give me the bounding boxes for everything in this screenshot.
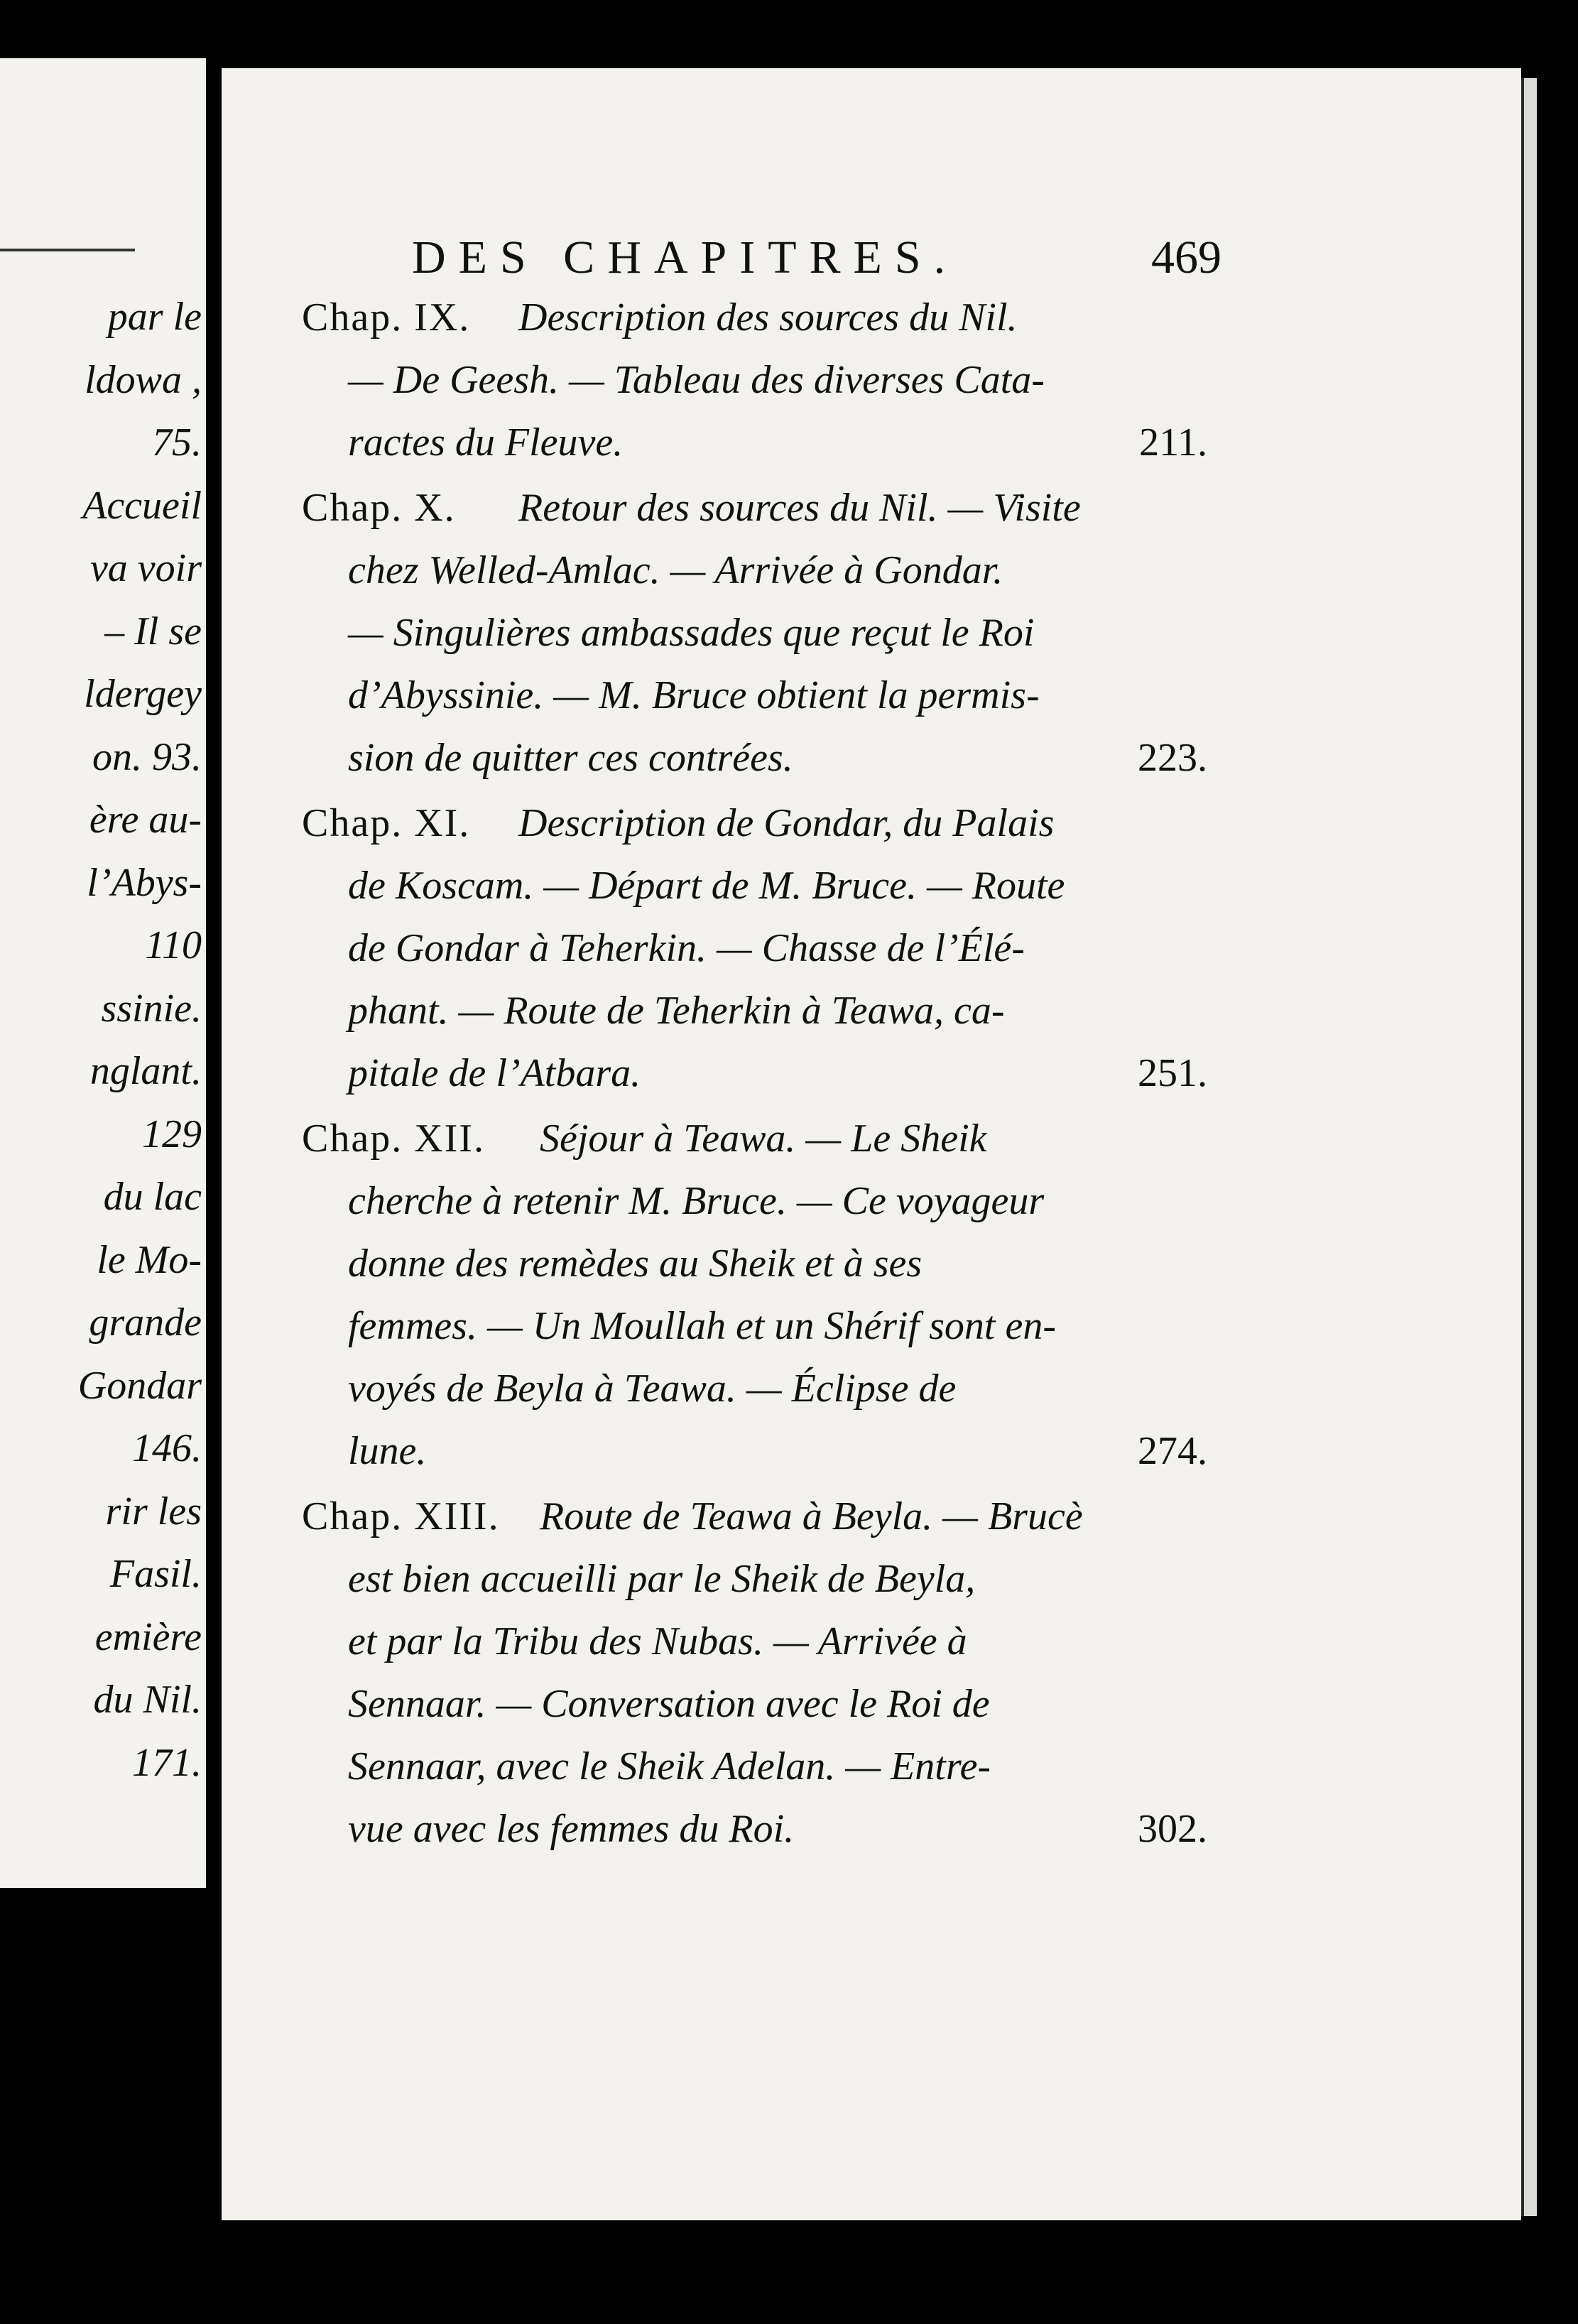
toc-line (0, 476, 1207, 540)
facing-page-line: Accueil (82, 483, 202, 528)
chapter-description-line: Séjour à Teawa. — Le Sheik (540, 1117, 987, 1161)
page-number: 469 (1151, 232, 1221, 283)
toc-line (0, 1547, 1207, 1611)
facing-page-line: on. 93. (92, 734, 202, 779)
toc-line (0, 1169, 1207, 1233)
facing-page-line: par le (107, 295, 202, 339)
chapter-page-number: 274. (1138, 1429, 1207, 1473)
running-head: DES CHAPITRES. (412, 232, 959, 283)
chapter-label: Chap. X. (302, 486, 456, 530)
facing-page-line: rir les (105, 1489, 202, 1533)
toc-line (0, 979, 1207, 1043)
chapter-description-line: Sennaar, avec le Sheik Adelan. — Entre- (348, 1744, 991, 1788)
chapter-page-number: 211. (1139, 420, 1207, 465)
chapter-description-line: voyés de Beyla à Teawa. — Éclipse de (348, 1367, 957, 1411)
toc-line (0, 1294, 1207, 1358)
toc-line (0, 1484, 1207, 1548)
chapter-description-line: Route de Teawa à Beyla. — Brucè (540, 1494, 1083, 1538)
toc-line (0, 1672, 1207, 1736)
chapter-description-line: ractes du Fleuve. (348, 420, 624, 465)
facing-page-line: emière (94, 1614, 202, 1659)
chapter-description-line: Description des sources du Nil. (518, 295, 1018, 340)
chapter-description-line: Retour des sources du Nil. — Visite (518, 486, 1081, 530)
facing-page-line: ssinie. (101, 986, 202, 1031)
chapter-description-line: cherche à retenir M. Bruce. — Ce voyageur (348, 1179, 1045, 1223)
chapter-description-line: sion de quitter ces contrées. (348, 736, 793, 780)
chapter-label: Chap. XIII. (302, 1494, 500, 1538)
chapter-label: Chap. XI. (302, 801, 471, 845)
chapter-description-line: Description de Gondar, du Palais (518, 801, 1055, 845)
page-edge (1521, 78, 1537, 2216)
facing-page-line: du Nil. (93, 1678, 202, 1722)
facing-page-line: Fasil. (109, 1552, 202, 1596)
facing-page-line: 110 (145, 923, 202, 967)
chapter-description-line: de Koscam. — Départ de M. Bruce. — Route (348, 864, 1065, 908)
facing-page-line: ldergey (84, 672, 202, 716)
chapter-page-number: 223. (1138, 736, 1207, 780)
chapter-description-line: — De Geesh. — Tableau des diverses Cata- (348, 358, 1045, 402)
facing-page-line: le Mo- (97, 1237, 202, 1282)
chapter-label: Chap. XII. (302, 1117, 485, 1161)
chapter-description-line: — Singulières ambassades que reçut le Roi (348, 611, 1035, 655)
toc-line (0, 1357, 1207, 1421)
chapter-description-line: d’Abyssinie. — M. Bruce obtient la permis- (348, 673, 1040, 717)
chapter-description-line: vue avec les femmes du Roi. (348, 1807, 795, 1851)
toc-line (0, 538, 1207, 602)
toc-line (0, 1609, 1207, 1673)
facing-page-line: ère au- (89, 798, 202, 842)
facing-page-line: grande (89, 1301, 202, 1345)
toc-line (0, 286, 1207, 349)
chapter-description-line: est bien accueilli par le Sheik de Beyla, (348, 1557, 976, 1601)
facing-page-line: – Il se (104, 609, 202, 653)
toc-line (0, 1041, 1207, 1105)
facing-page-line: 129 (142, 1112, 202, 1156)
chapter-description-line: pitale de l’Atbara. (348, 1051, 641, 1095)
toc-line (0, 411, 1207, 474)
toc-line (0, 854, 1207, 918)
toc-line (0, 1232, 1207, 1296)
toc-line (0, 726, 1207, 790)
toc-line (0, 916, 1207, 980)
facing-page-line: Gondar (77, 1363, 202, 1408)
chapter-description-line: chez Welled-Amlac. — Arrivée à Gondar. (348, 548, 1003, 592)
toc-line (0, 1797, 1207, 1861)
chapter-description-line: phant. — Route de Teherkin à Teawa, ca- (348, 989, 1005, 1033)
toc-line (0, 791, 1207, 855)
facing-page-line: nglant. (89, 1049, 202, 1093)
chapter-description-line: donne des remèdes au Sheik et à ses (348, 1242, 923, 1286)
toc-line (0, 1419, 1207, 1483)
facing-page-line: ldowa , (85, 357, 202, 402)
toc-line (0, 348, 1207, 412)
header-rule (0, 249, 135, 251)
facing-page-line: va voir (89, 546, 202, 590)
toc-line (0, 1734, 1207, 1798)
chapter-page-number: 251. (1138, 1051, 1207, 1095)
chapter-description-line: et par la Tribu des Nubas. — Arrivée à (348, 1619, 967, 1663)
facing-page-line: 146. (132, 1426, 202, 1470)
toc-line (0, 601, 1207, 665)
toc-line (0, 663, 1207, 727)
chapter-description-line: femmes. — Un Moullah et un Shérif sont en- (348, 1304, 1056, 1348)
facing-page-line: 171. (132, 1740, 202, 1785)
chapter-description-line: Sennaar. — Conversation avec le Roi de (348, 1682, 990, 1726)
facing-page-line: l’Abys- (87, 860, 202, 905)
facing-page-line: 75. (152, 420, 202, 465)
chapter-label: Chap. IX. (302, 295, 471, 340)
chapter-description-line: lune. (348, 1429, 427, 1473)
toc-line (0, 1107, 1207, 1171)
chapter-description-line: de Gondar à Teherkin. — Chasse de l’Élé- (348, 926, 1025, 970)
facing-page-line: du lac (103, 1175, 202, 1219)
chapter-page-number: 302. (1138, 1807, 1207, 1851)
